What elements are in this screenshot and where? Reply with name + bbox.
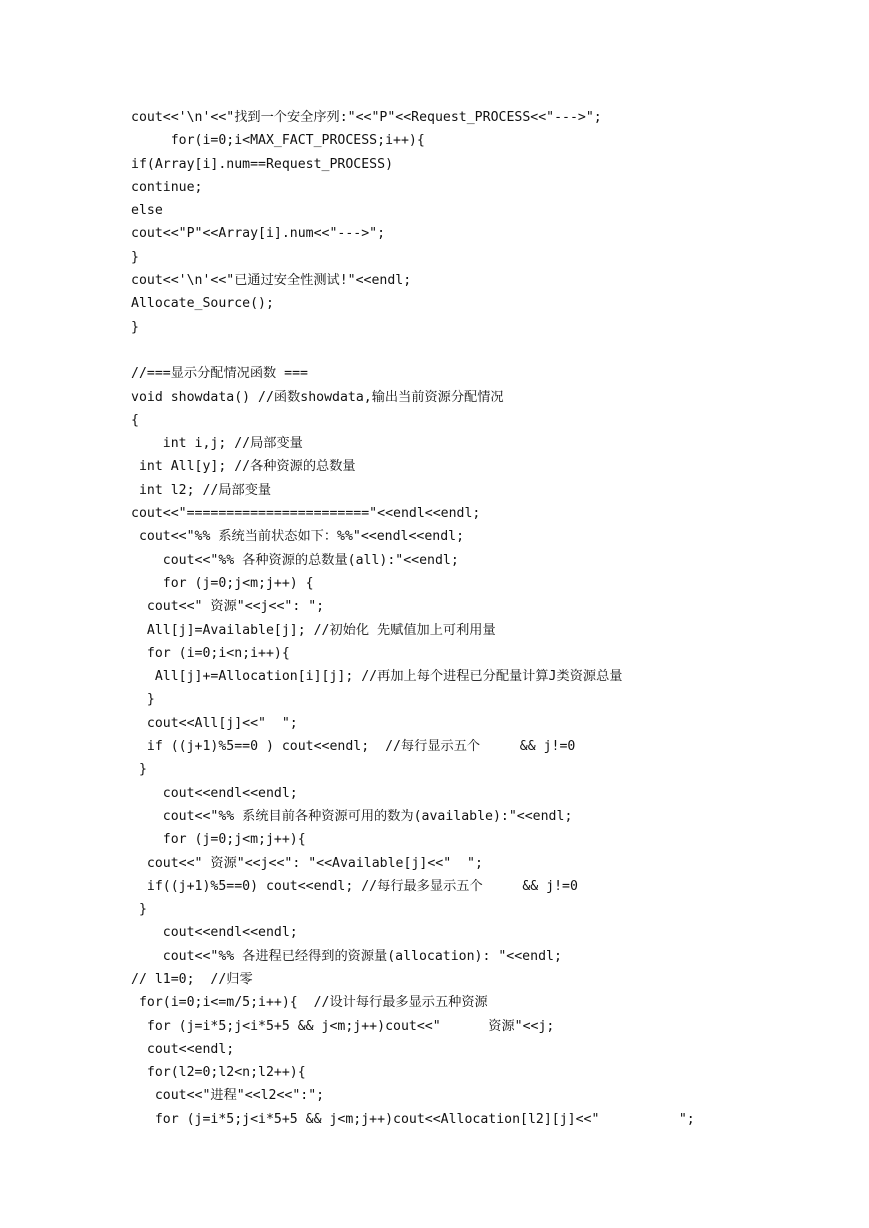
code-line: for (j=i*5;j<i*5+5 && j<m;j++)cout<<" 资源"<<j; [131,1018,555,1034]
code-line: if(Array[i].num==Request_PROCESS) [131,156,394,172]
code-line: { [131,412,139,428]
code-line: int l2; //局部变量 [131,482,272,498]
code-line: int i,j; //局部变量 [131,436,303,452]
code-line: cout<<" 资源"<<j<<": "<<Available[j]<<" "; [131,855,483,871]
code-line: for (i=0;i<n;i++){ [131,645,290,661]
code-line: } [131,249,139,265]
code-line: } [131,902,147,918]
code-line: continue; [131,179,203,195]
code-line: cout<<'\n'<<"找到一个安全序列:"<<"P"<<Request_PROCESS<<"--->"; [131,110,602,125]
code-line [131,339,851,362]
code-line: cout<<"%% 各进程已经得到的资源量(allocation): "<<endl; [131,948,562,964]
code-line: cout<<"进程"<<l2<<":"; [131,1088,325,1104]
code-line: All[j]+=Allocation[i][j]; //再加上每个进程已分配量计算J类资源总量 [131,669,623,685]
code-line: cout<<endl<<endl; [131,925,298,941]
code-line: for (j=0;j<m;j++){ [131,832,306,848]
code-line: cout<<"P"<<Array[i].num<<"--->"; [131,226,386,242]
code-line: if((j+1)%5==0) cout<<endl; //每行最多显示五个 && j!=0 [131,878,578,894]
code-line: cout<<endl; [131,1041,235,1057]
code-listing [131,106,851,1131]
code-line: cout<<"======================="<<endl<<endl; [131,506,481,522]
code-line: cout<<endl<<endl; [131,785,298,801]
code-line: cout<<"%% 系统目前各种资源可用的数为(available):"<<endl; [131,808,573,824]
code-line: cout<<" 资源"<<j<<": "; [131,599,325,615]
code-line: All[j]=Available[j]; //初始化 先赋值加上可利用量 [131,622,496,638]
code-line: if ((j+1)%5==0 ) cout<<endl; //每行显示五个 && j!=0 [131,739,576,755]
code-line: for (j=i*5;j<i*5+5 && j<m;j++)cout<<Allocation[l2][j]<<" "; [131,1111,695,1127]
code-line: void showdata() //函数showdata,输出当前资源分配情况 [131,389,504,405]
code-line: for(l2=0;l2<n;l2++){ [131,1065,306,1081]
code-line: // l1=0; //归零 [131,971,253,987]
code-line: else [131,203,163,219]
code-line: cout<<All[j]<<" "; [131,715,298,731]
code-line: } [131,319,139,335]
code-line: for(i=0;i<MAX_FACT_PROCESS;i++){ [131,133,425,149]
code-line: for (j=0;j<m;j++) { [131,575,314,591]
code-line: for(i=0;i<=m/5;i++){ //设计每行最多显示五种资源 [131,995,488,1011]
code-line: int All[y]; //各种资源的总数量 [131,459,356,475]
code-line: cout<<"%% 系统当前状态如下：%%"<<endl<<endl; [131,529,465,545]
code-line: cout<<'\n'<<"已通过安全性测试!"<<endl; [131,273,412,289]
code-line: } [131,762,147,778]
code-line: Allocate_Source(); [131,296,274,312]
code-line: } [131,692,155,708]
code-line: cout<<"%% 各种资源的总数量(all):"<<endl; [131,552,459,568]
code-line: //===显示分配情况函数 === [131,366,308,382]
